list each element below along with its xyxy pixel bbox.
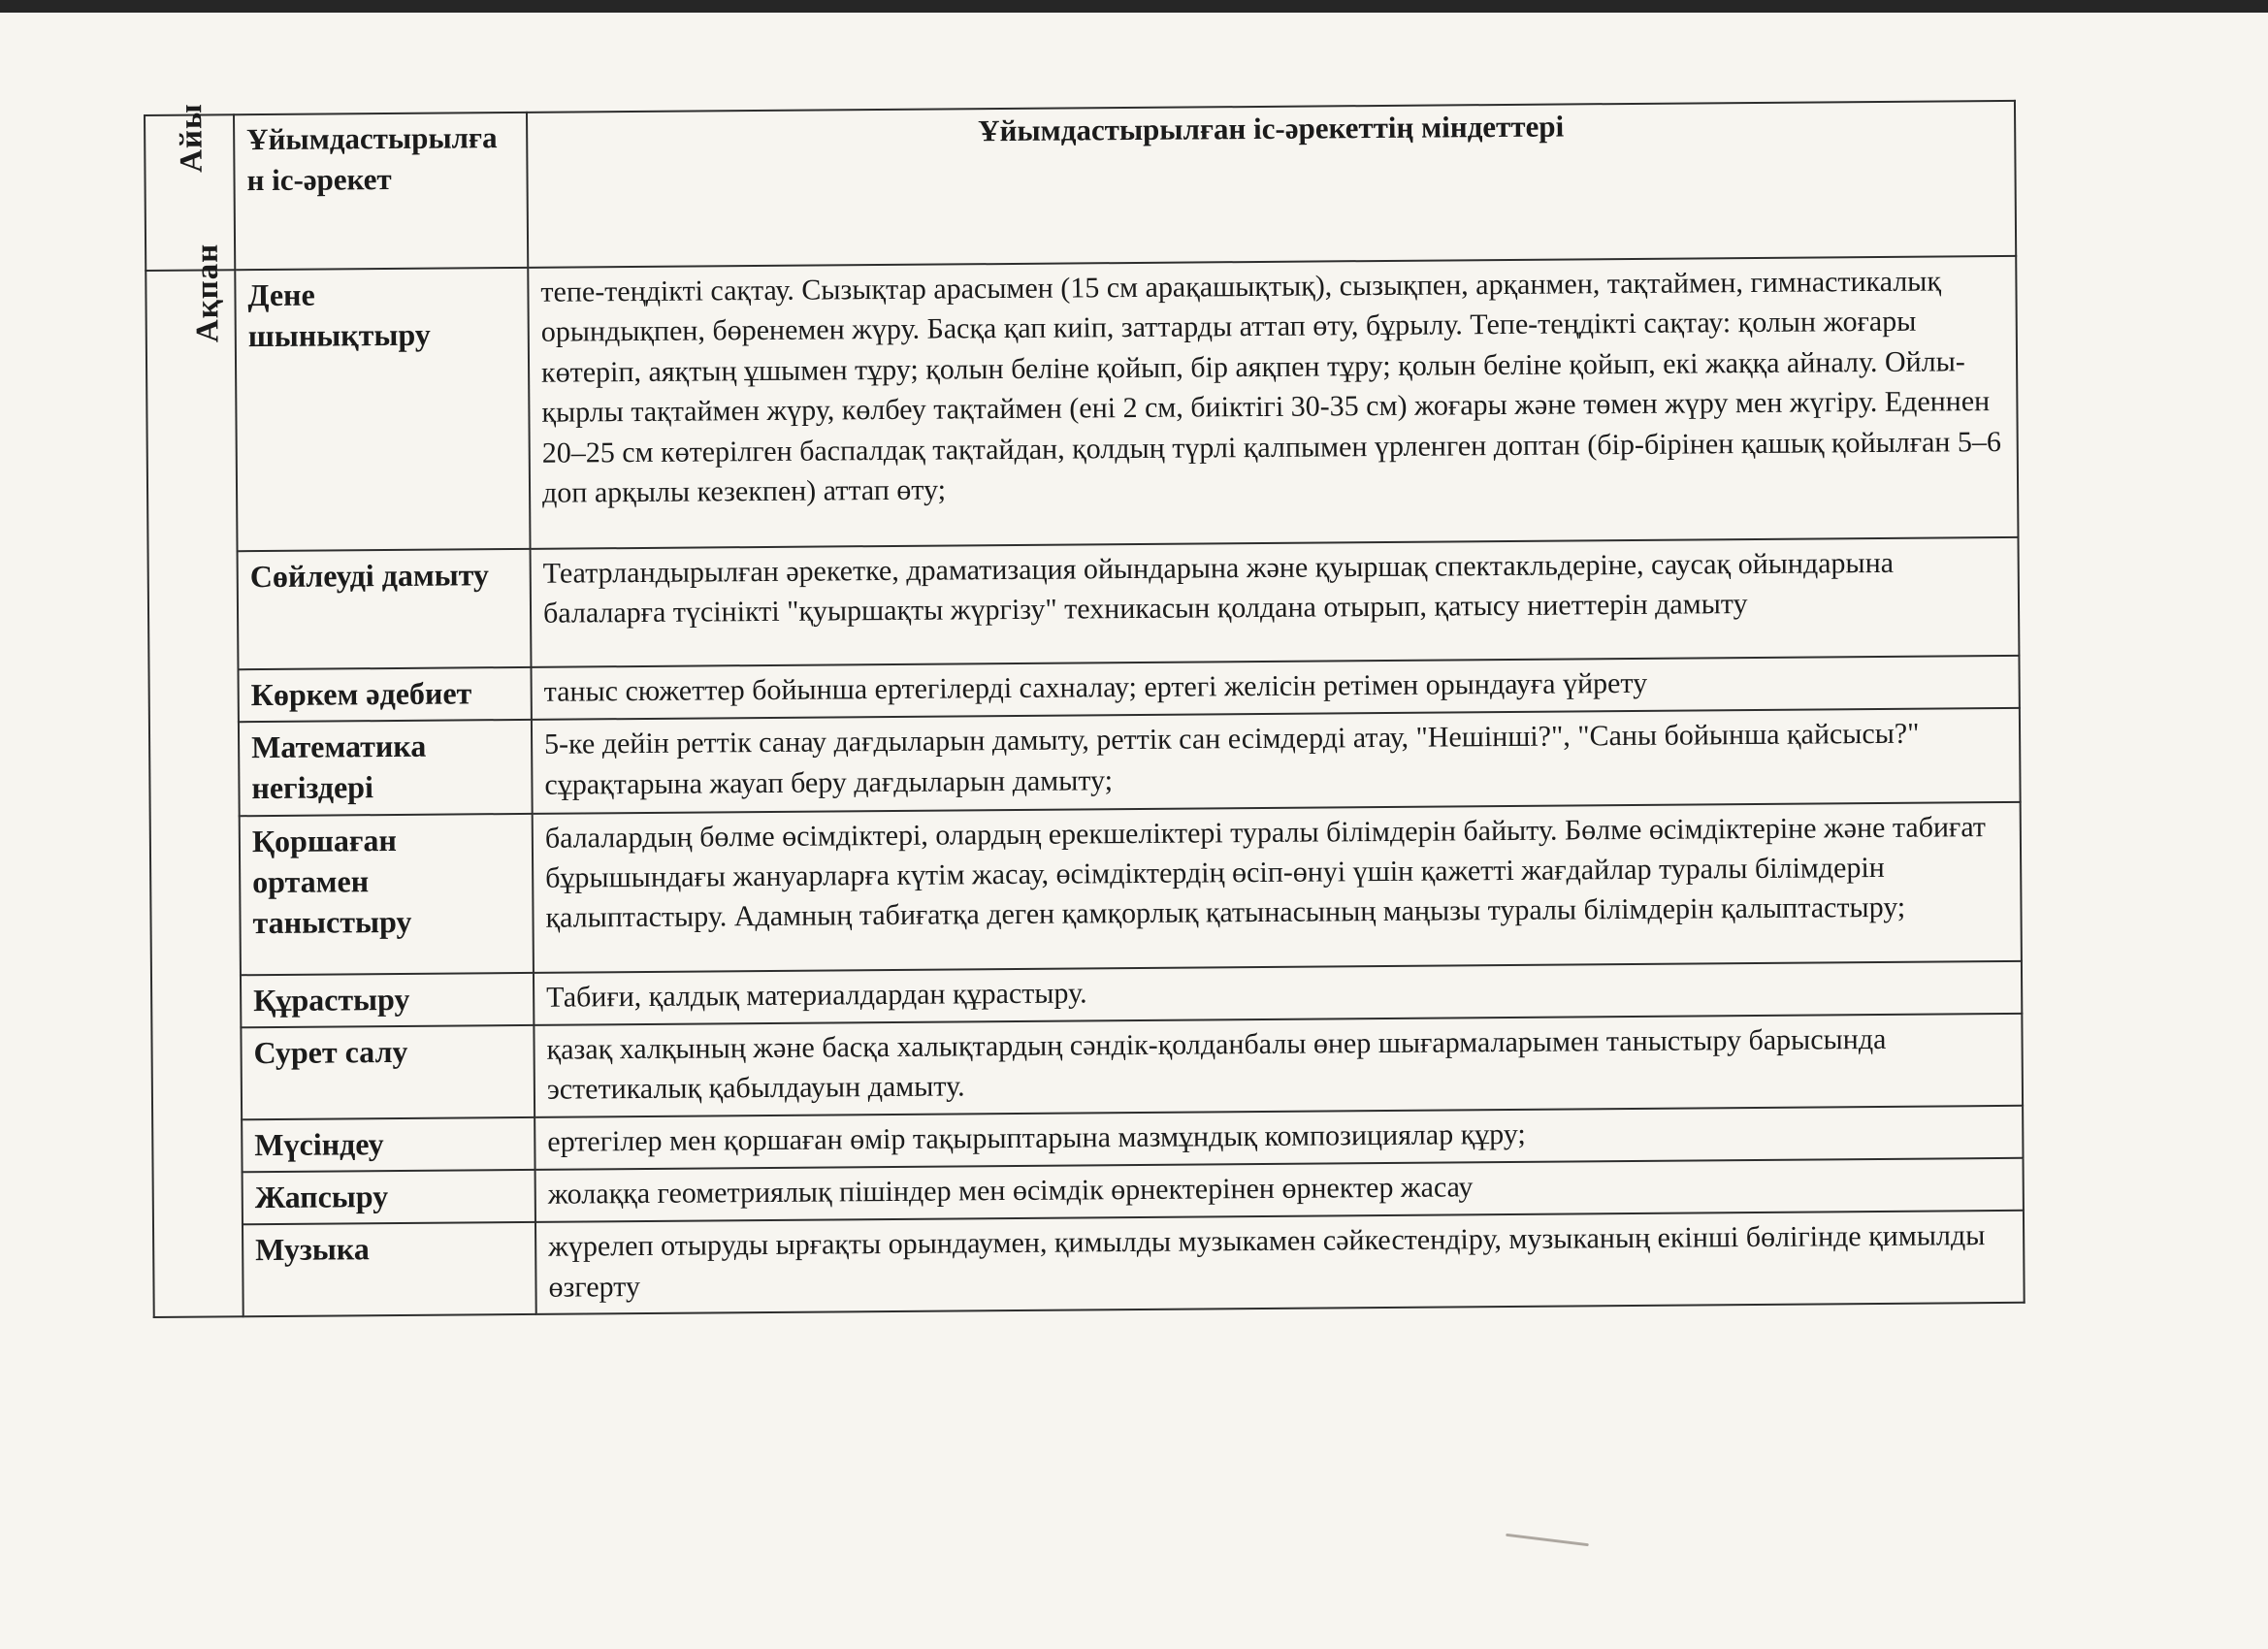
month-cell <box>146 242 243 1317</box>
activity-label: Жапсыру <box>243 1170 535 1225</box>
header-cell-activity: Ұйымдастырылға н іс-әрекет <box>234 113 528 270</box>
table-row <box>148 537 2020 670</box>
activity-task: жолаққа геометриялық пішіндер мен өсімдік өрнектерінен өрнектер жасау <box>535 1158 2024 1222</box>
table-row <box>151 1014 2023 1120</box>
table-row <box>150 802 2022 976</box>
scanner-edge-strip <box>0 0 2268 13</box>
table-header-row <box>145 101 2016 271</box>
activity-task: Театрландырылған әрекетке, драматизация ойындарына және қуыршақ спектакльдеріне, саусақ ойындарына балаларға түсінікті "қуыршақты жүргізу" техникасын қолдана отырып, қатысу ниеттерін дамыту <box>531 537 2020 667</box>
month-column-header: Айы <box>174 103 210 174</box>
activity-label: Құрастыру <box>241 973 534 1028</box>
table-row <box>149 708 2021 817</box>
table-row <box>146 256 2018 552</box>
table-row <box>153 1211 2025 1317</box>
activity-task: жүрелеп отыруды ырғақты орындаумен, қимылды музыкамен сәйкестендіру, музыканың екінші бөлігінде қимылды өзгерту <box>535 1211 2025 1314</box>
activity-label: Сөйлеуді дамыту <box>238 549 532 669</box>
activity-label: Математика негіздері <box>239 720 533 816</box>
monthly-plan-table <box>144 100 2025 1318</box>
activity-label: Көркем әдебиет <box>238 667 531 723</box>
activity-task: қазақ халқының және басқа халықтардың сәндік-қолданбалы өнер шығармаларымен таныстыру барысында эстетикалық қабылдауын дамыту. <box>534 1014 2023 1117</box>
activity-label: Музыка <box>243 1222 536 1316</box>
pen-scan-artifact <box>1506 1534 1589 1546</box>
activity-task: балалардың бөлме өсімдіктері, олардың ерекшеліктері туралы білімдерін байыту. Бөлме өсімдіктеріне және табиғат бұрышындағы жануарларға күтім жасау, өсімдіктердің өсіп-өнуі үшін қажетті жағдайлар туралы білімдерін қалыптастыру. Адамның табиғатқа деген қамқорлық қатынасының маңызы туралы білімдерін қалыптастыру; <box>533 802 2022 973</box>
activity-label: Қоршаған ортамен таныстыру <box>240 814 534 975</box>
activity-task: ертегілер мен қоршаған өмір тақырыптарына мазмұндық композициялар құру; <box>535 1106 2023 1170</box>
activity-task: тепе-теңдікті сақтау. Сызықтар арасымен (15 см арақашықтық), сызықпен, арқанмен, тақтаймен, гимнастикалық орындықпен, бөренемен жүру. Басқа қап киіп, заттарды аттап өту, бұрылу. Тепе-теңдікті сақтау: қолын жоғары көтеріп, аяқтың ұшымен тұру; қолын беліне қойып, бір аяқпен тұру; қолын беліне қойып, екі жаққа айналу. Ойлы-қырлы тақтаймен жүру, көлбеу тақтаймен (ені 2 см, биіктігі 30-35 см) жоғары және төмен жүру мен жүгіру. Еденнен 20–25 см көтерілген баспалдақ тақтайдан, қолдың түрлі қалпымен үрленген доптан (бір-бірінен қашық қойылған 5–6 доп арқылы кезекпен) аттап өту; <box>528 256 2018 549</box>
activity-task: 5-ке дейін реттік санау дағдыларын дамыту, реттік сан есімдерді атау, "Нешінші?", "Саны бойынша қайсысы?" сұрақтарына жауап беру дағдыларын дамыту; <box>532 708 2021 814</box>
activity-label: Сурет салу <box>241 1025 535 1119</box>
month-label: Ақпан <box>189 242 226 343</box>
header-cell-tasks: Ұйымдастырылған іс-әрекеттің міндеттері <box>527 101 2016 268</box>
activity-label: Дене шынықтыру <box>235 268 530 551</box>
document-sheet <box>144 100 2025 1318</box>
activity-task: таныс сюжеттер бойынша ертегілерді сахналау; ертегі желісін ретімен орындауға үйрету <box>531 656 2019 720</box>
activity-label: Мүсіндеу <box>242 1117 535 1173</box>
activity-task: Табиғи, қалдық материалдардан құрастыру. <box>534 961 2022 1025</box>
